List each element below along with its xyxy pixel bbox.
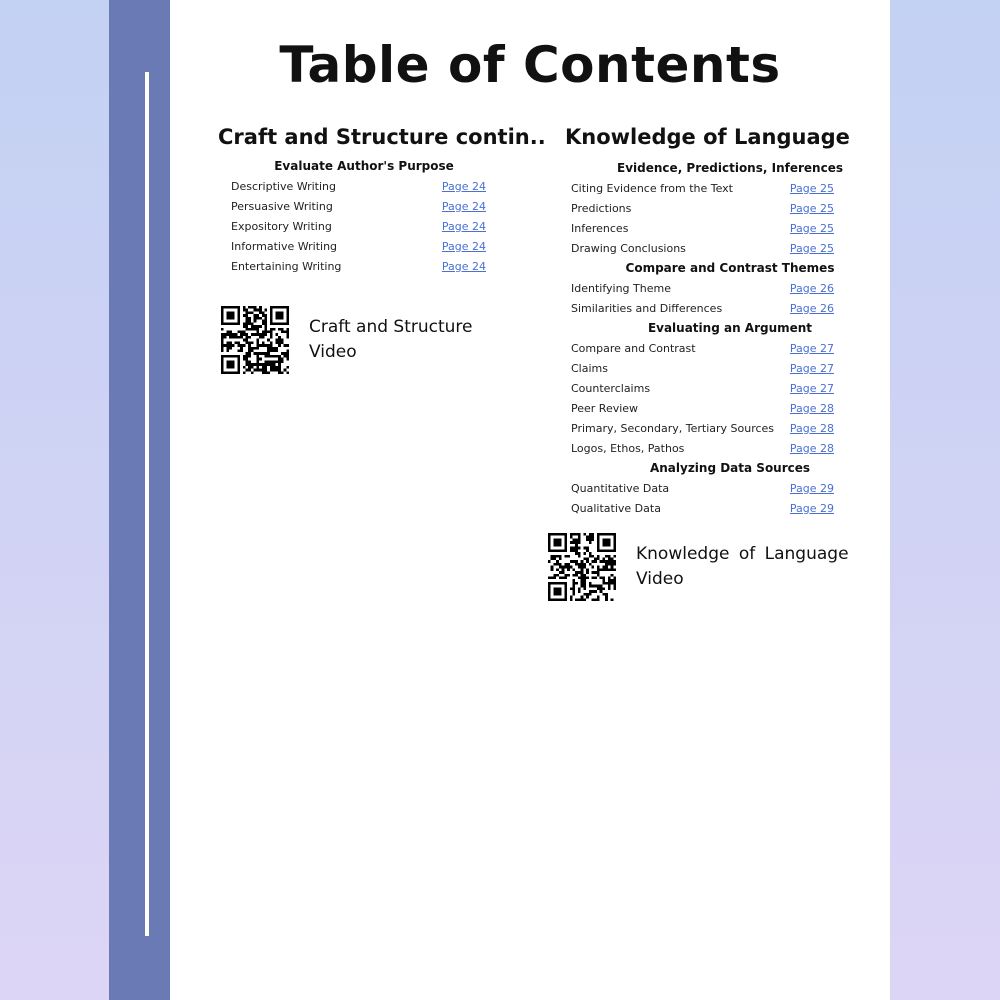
page-link[interactable]: Page 25 bbox=[789, 181, 834, 195]
video-qr-block[interactable] bbox=[548, 533, 858, 601]
page-title: Table of Contents bbox=[279, 36, 781, 94]
page-link[interactable]: Page 28 bbox=[789, 401, 834, 415]
section-title-left: Craft and Structure contin.. bbox=[218, 125, 546, 149]
toc-entry bbox=[571, 358, 834, 378]
subheading: Evaluate Author's Purpose bbox=[274, 159, 454, 173]
page-link[interactable]: Page 27 bbox=[789, 341, 834, 355]
toc-entry-label: Inferences bbox=[571, 221, 629, 235]
toc-entry bbox=[571, 398, 834, 418]
subheading: Analyzing Data Sources bbox=[649, 461, 811, 475]
toc-entry-label: Predictions bbox=[571, 201, 632, 215]
page-link[interactable]: Page 28 bbox=[789, 421, 834, 435]
section-title-right: Knowledge of Language bbox=[565, 125, 850, 149]
toc-entry bbox=[571, 418, 834, 438]
page-link[interactable]: Page 27 bbox=[789, 361, 834, 375]
toc-entry-label: Informative Writing bbox=[231, 239, 338, 253]
toc-entry bbox=[231, 216, 486, 236]
toc-entry-label: Quantitative Data bbox=[571, 481, 670, 495]
toc-entry bbox=[571, 298, 834, 318]
toc-list bbox=[565, 278, 895, 318]
page-link[interactable]: Page 28 bbox=[789, 441, 834, 455]
side-band bbox=[109, 0, 170, 1000]
page-link[interactable]: Page 24 bbox=[441, 219, 486, 233]
toc-entry bbox=[231, 176, 486, 196]
page-link[interactable]: Page 26 bbox=[789, 301, 834, 315]
side-divider-line bbox=[145, 72, 149, 936]
toc-entry-label: Claims bbox=[571, 361, 608, 375]
qr-code-icon[interactable] bbox=[221, 306, 289, 374]
toc-list bbox=[565, 478, 895, 518]
toc-entry bbox=[571, 178, 834, 198]
subheading: Evidence, Predictions, Inferences bbox=[617, 161, 843, 175]
page-link[interactable]: Page 25 bbox=[789, 201, 834, 215]
toc-entry-label: Expository Writing bbox=[231, 219, 332, 233]
toc-list bbox=[565, 338, 895, 458]
toc-entry-label: Counterclaims bbox=[571, 381, 651, 395]
page-link[interactable]: Page 24 bbox=[441, 179, 486, 193]
toc-entry bbox=[571, 338, 834, 358]
page-link[interactable]: Page 25 bbox=[789, 221, 834, 235]
page-link[interactable]: Page 24 bbox=[441, 199, 486, 213]
video-qr-block[interactable] bbox=[221, 306, 473, 374]
toc-entry-label: Descriptive Writing bbox=[231, 179, 337, 193]
page-link[interactable]: Page 25 bbox=[789, 241, 834, 255]
toc-entry bbox=[571, 378, 834, 398]
toc-entry-label: Similarities and Differences bbox=[571, 301, 723, 315]
toc-entry-label: Logos, Ethos, Pathos bbox=[571, 441, 685, 455]
qr-label bbox=[309, 315, 473, 365]
toc-entry bbox=[231, 236, 486, 256]
toc-entry-label: Identifying Theme bbox=[571, 281, 671, 295]
subheading: Evaluating an Argument bbox=[647, 321, 813, 335]
qr-label-line: Video bbox=[309, 342, 357, 362]
subheading: Compare and Contrast Themes bbox=[625, 261, 835, 275]
toc-entry-label: Qualitative Data bbox=[571, 501, 661, 515]
qr-label-line: Craft and Structure bbox=[309, 317, 473, 337]
toc-entry bbox=[231, 196, 486, 216]
toc-entry-label: Citing Evidence from the Text bbox=[571, 181, 733, 195]
toc-entry-label: Compare and Contrast bbox=[571, 341, 696, 355]
left-section bbox=[218, 122, 546, 276]
qr-label-line: Video bbox=[636, 569, 684, 589]
qr-label-line: Knowledge of Language bbox=[636, 544, 849, 564]
toc-list bbox=[218, 176, 518, 276]
toc-entry-label: Persuasive Writing bbox=[231, 199, 333, 213]
qr-code-icon[interactable] bbox=[548, 533, 616, 601]
page-link[interactable]: Page 26 bbox=[789, 281, 834, 295]
toc-entry bbox=[571, 238, 834, 258]
right-section bbox=[565, 122, 895, 518]
toc-entry-label: Peer Review bbox=[571, 401, 639, 415]
toc-entry bbox=[231, 256, 486, 276]
page-link[interactable]: Page 27 bbox=[789, 381, 834, 395]
toc-entry bbox=[571, 278, 834, 298]
page-link[interactable]: Page 24 bbox=[441, 259, 486, 273]
toc-entry bbox=[571, 478, 834, 498]
page-link[interactable]: Page 29 bbox=[789, 501, 834, 515]
toc-entry bbox=[571, 218, 834, 238]
toc-entry-label: Drawing Conclusions bbox=[571, 241, 686, 255]
page-link[interactable]: Page 24 bbox=[441, 239, 486, 253]
toc-entry bbox=[571, 198, 834, 218]
page-link[interactable]: Page 29 bbox=[789, 481, 834, 495]
toc-entry-label: Primary, Secondary, Tertiary Sources bbox=[571, 421, 775, 435]
document-page bbox=[109, 0, 890, 1000]
toc-entry bbox=[571, 498, 834, 518]
toc-list bbox=[565, 178, 895, 258]
qr-label bbox=[636, 542, 858, 592]
toc-entry-label: Entertaining Writing bbox=[231, 259, 342, 273]
toc-entry bbox=[571, 438, 834, 458]
